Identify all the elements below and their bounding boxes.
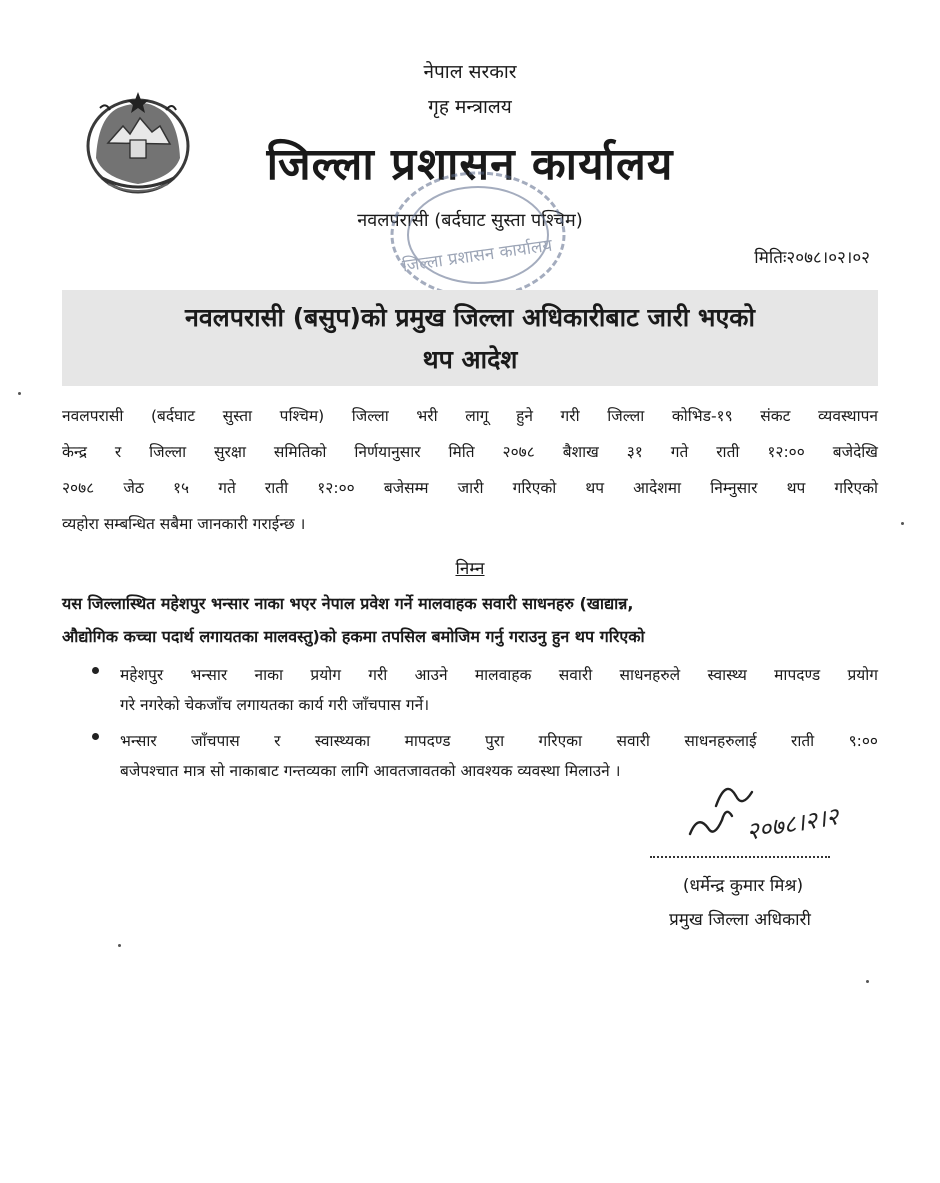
signer-name: (धर्मेन्द्र कुमार मिश्र) xyxy=(682,876,804,896)
notice-title-line-1: नवलपरासी (बसुप)को प्रमुख जिल्ला अधिकारीबाट जारी भएको xyxy=(185,303,755,332)
scan-speck xyxy=(118,944,121,947)
list-item-line: भन्सार जाँचपास र स्वास्थ्यका मापदण्ड पुरा गरिएका सवारी साधनहरुलाई राती ९:०० xyxy=(120,732,878,750)
signer-title: प्रमुख जिल्ला अधिकारी xyxy=(669,910,811,930)
body-line: २०७८ जेठ १५ गते राती १२:०० बजेसम्म जारी गरिएको थप आदेशमा निम्नुसार थप गरिएको xyxy=(62,479,878,497)
section-heading: निम्न xyxy=(455,559,485,579)
handwritten-signature xyxy=(676,776,876,856)
government-name: नेपाल सरकार xyxy=(423,61,517,83)
bullet-icon xyxy=(92,667,99,674)
bullet-icon xyxy=(92,733,99,740)
office-name: जिल्ला प्रशासन कार्यालय xyxy=(266,139,674,190)
scan-speck xyxy=(18,392,21,395)
signature-line xyxy=(650,846,830,858)
ministry-name: गृह मन्त्रालय xyxy=(428,96,512,118)
notice-title-line-2: थप आदेश xyxy=(422,345,518,374)
order-intro-line: यस जिल्लास्थित महेशपुर भन्सार नाका भएर नेपाल प्रवेश गर्ने मालवाहक सवारी साधनहरु (खाद्यान्न, xyxy=(62,594,634,613)
scan-speck xyxy=(866,980,869,983)
district-name: नवलपरासी (बर्दघाट सुस्ता पश्चिम) xyxy=(357,210,583,231)
document-date: मितिः२०७८।०२।०२ xyxy=(754,248,870,268)
list-item-text xyxy=(120,660,878,720)
office-stamp xyxy=(378,165,578,305)
list-item-line: बजेपश्चात मात्र सो नाकाबाट गन्तव्यका लागि आवतजावतको आवश्यक व्यवस्था मिलाउने । xyxy=(120,762,621,780)
list-item-line: गरे नगरेको चेकजाँच लगायतका कार्य गरी जाँचपास गर्ने। xyxy=(120,696,430,714)
body-line: केन्द्र र जिल्ला सुरक्षा समितिको निर्णयानुसार मिति २०७८ बैशाख ३१ गते राती १२:०० बजेदेखि xyxy=(62,443,878,461)
body-line: व्यहोरा सम्बन्धित सबैमा जानकारी गराईन्छ । xyxy=(62,515,306,533)
body-line: नवलपरासी (बर्दघाट सुस्ता पश्चिम) जिल्ला भरी लागू हुने गरी जिल्ला कोभिड-१९ संकट व्यवस्थापन xyxy=(62,407,878,425)
order-intro-line: औद्योगिक कच्चा पदार्थ लगायतका मालवस्तु)को हकमा तपसिल बमोजिम गर्नु गराउनु हुन थप गरिएको xyxy=(62,627,645,646)
scan-speck xyxy=(901,522,904,525)
stamp-text: जिल्ला प्रशासन कार्यालय xyxy=(401,235,554,277)
notice-title-band xyxy=(62,290,878,386)
signature-date: २०७८।२।२ xyxy=(744,802,841,846)
list-item-line: महेशपुर भन्सार नाका प्रयोग गरी आउने मालवाहक सवारी साधनहरुले स्वास्थ्य मापदण्ड प्रयोग xyxy=(120,666,878,684)
